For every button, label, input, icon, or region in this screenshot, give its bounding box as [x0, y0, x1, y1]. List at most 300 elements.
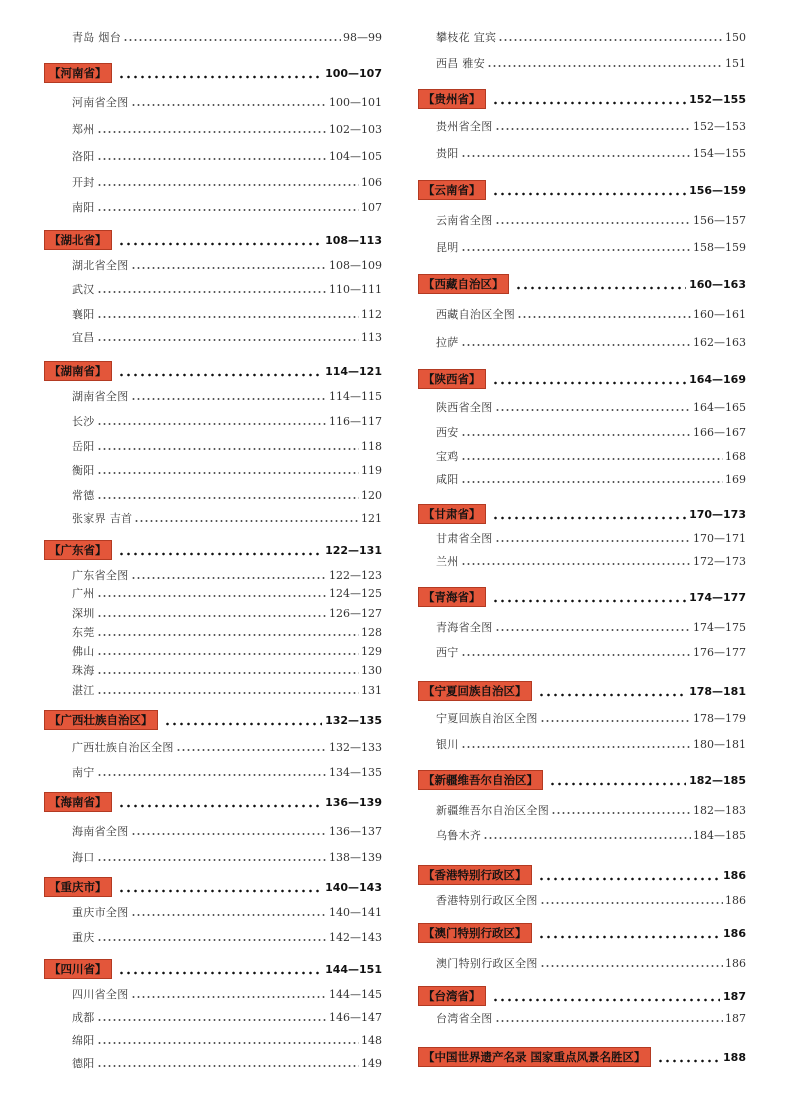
entry-title: 岳阳 [72, 440, 95, 453]
section-title: 【新疆维吾尔自治区】 [418, 770, 543, 790]
section-title: 【西藏自治区】 [418, 274, 509, 294]
entry-title: 西藏自治区全图 [436, 308, 516, 321]
dot-leader [657, 1055, 721, 1063]
toc-entry [44, 645, 382, 659]
dot-leader [118, 967, 323, 975]
page-number: 130 [361, 664, 382, 677]
toc-entry [44, 741, 382, 755]
entry-title: 乌鲁木齐 [436, 829, 482, 842]
dot-leader [492, 377, 687, 385]
toc-section [418, 770, 746, 790]
toc-entry [44, 123, 382, 137]
toc-section [418, 865, 746, 885]
toc-entry [44, 464, 382, 478]
page-number: 107 [361, 201, 382, 214]
page-number: 152—155 [689, 93, 746, 106]
dot-leader [492, 994, 721, 1002]
toc-entry [418, 621, 746, 635]
dot-leader [97, 179, 359, 187]
toc-entry [44, 31, 382, 45]
entry-title: 青海省全图 [436, 621, 493, 634]
page-number: 150 [725, 31, 746, 44]
entry-title: 海南省全图 [72, 825, 129, 838]
page-number: 187 [725, 1012, 746, 1025]
toc-entry [44, 390, 382, 404]
dot-leader [131, 991, 328, 999]
toc-entry [44, 664, 382, 678]
dot-leader [517, 311, 691, 319]
dot-leader [540, 960, 723, 968]
page-number: 176—177 [693, 646, 746, 659]
page-number: 158—159 [693, 241, 746, 254]
toc-entry [418, 829, 746, 843]
page-number: 110—111 [329, 283, 382, 296]
entry-title: 贵州省全图 [436, 120, 493, 133]
entry-title: 攀枝花 宜宾 [436, 31, 497, 44]
toc-section [418, 89, 746, 109]
toc-entry [44, 96, 382, 110]
dot-leader [118, 238, 323, 246]
page-number: 178—181 [689, 685, 746, 698]
dot-leader [97, 126, 327, 134]
entry-title: 武汉 [72, 283, 95, 296]
page-number: 186 [723, 869, 746, 882]
toc-entry [418, 532, 746, 546]
page-number: 160—163 [689, 278, 746, 291]
toc-section [418, 587, 746, 607]
dot-leader [498, 34, 723, 42]
dot-leader [118, 369, 323, 377]
page-number: 132—133 [329, 741, 382, 754]
toc-entry [44, 988, 382, 1002]
dot-leader [97, 492, 359, 500]
page-number: 182—185 [689, 774, 746, 787]
page-number: 169 [725, 473, 746, 486]
toc-entry [418, 804, 746, 818]
entry-title: 长沙 [72, 415, 95, 428]
dot-leader [97, 934, 327, 942]
page-number: 113 [361, 331, 382, 344]
dot-leader [461, 453, 723, 461]
entry-title: 贵阳 [436, 147, 459, 160]
section-title: 【广东省】 [44, 540, 112, 560]
dot-leader [118, 885, 323, 893]
toc-entry [418, 308, 746, 322]
dot-leader [515, 282, 687, 290]
entry-title: 成都 [72, 1011, 95, 1024]
page-number: 138—139 [329, 851, 382, 864]
toc-entry [44, 512, 382, 526]
toc-section [44, 361, 382, 381]
dot-leader [131, 99, 328, 107]
page-number: 144—145 [329, 988, 382, 1001]
entry-title: 重庆市全图 [72, 906, 129, 919]
dot-leader [487, 60, 723, 68]
page-number: 164—169 [689, 373, 746, 386]
page-number: 140—143 [325, 881, 382, 894]
toc-section [44, 63, 382, 83]
dot-leader [461, 244, 691, 252]
page-number: 106 [361, 176, 382, 189]
page-number: 178—179 [693, 712, 746, 725]
toc-entry [44, 440, 382, 454]
toc-entry [418, 555, 746, 569]
dot-leader [97, 443, 359, 451]
page-number: 166—167 [693, 426, 746, 439]
dot-leader [495, 1015, 724, 1023]
dot-leader [492, 595, 687, 603]
toc-entry [44, 1011, 382, 1025]
entry-title: 陕西省全图 [436, 401, 493, 414]
dot-leader [131, 262, 328, 270]
page-number: 146—147 [329, 1011, 382, 1024]
toc-entry [44, 1057, 382, 1071]
page-number: 128 [361, 626, 382, 639]
page-number: 98—99 [343, 31, 382, 44]
dot-leader [495, 123, 692, 131]
section-title: 【中国世界遗产名录 国家重点风景名胜区】 [418, 1047, 651, 1067]
entry-title: 昆明 [436, 241, 459, 254]
toc-section [418, 369, 746, 389]
toc-entry [44, 259, 382, 273]
entry-title: 广州 [72, 587, 95, 600]
dot-leader [540, 897, 723, 905]
page-number: 152—153 [693, 120, 746, 133]
toc-section [44, 230, 382, 250]
toc-entry [44, 626, 382, 640]
toc-entry [418, 894, 746, 908]
toc-section [418, 504, 746, 524]
dot-leader [134, 515, 359, 523]
toc-entry [44, 308, 382, 322]
page-number: 136—139 [325, 796, 382, 809]
entry-title: 深圳 [72, 607, 95, 620]
page-number: 148 [361, 1034, 382, 1047]
toc-entry [418, 57, 746, 71]
entry-title: 湛江 [72, 684, 95, 697]
dot-leader [540, 715, 691, 723]
page-number: 154—155 [693, 147, 746, 160]
dot-leader [97, 467, 359, 475]
page-number: 188 [723, 1051, 746, 1064]
page-number: 170—171 [693, 532, 746, 545]
dot-leader [97, 854, 327, 862]
page-number: 174—177 [689, 591, 746, 604]
dot-leader [97, 1037, 359, 1045]
toc-section [418, 923, 746, 943]
section-title: 【陕西省】 [418, 369, 486, 389]
page-number: 134—135 [329, 766, 382, 779]
toc-entry [418, 738, 746, 752]
page-number: 108—109 [329, 259, 382, 272]
page-number: 184—185 [693, 829, 746, 842]
page-number: 149 [361, 1057, 382, 1070]
entry-title: 台湾省全图 [436, 1012, 493, 1025]
section-title: 【青海省】 [418, 587, 486, 607]
dot-leader [97, 153, 327, 161]
entry-title: 云南省全图 [436, 214, 493, 227]
section-title: 【广西壮族自治区】 [44, 710, 158, 730]
dot-leader [461, 476, 723, 484]
entry-title: 兰州 [436, 555, 459, 568]
section-title: 【澳门特别行政区】 [418, 923, 532, 943]
dot-leader [461, 741, 691, 749]
dot-leader [97, 667, 359, 675]
page-number: 168 [725, 450, 746, 463]
entry-title: 宜昌 [72, 331, 95, 344]
section-title: 【四川省】 [44, 959, 112, 979]
toc-entry [418, 241, 746, 255]
dot-leader [492, 188, 687, 196]
entry-title: 南阳 [72, 201, 95, 214]
dot-leader [461, 339, 691, 347]
toc-entry [44, 415, 382, 429]
dot-leader [538, 873, 721, 881]
dot-leader [97, 204, 359, 212]
toc-entry [44, 587, 382, 601]
entry-title: 洛阳 [72, 150, 95, 163]
toc-section [44, 792, 382, 812]
page-number: 116—117 [329, 415, 382, 428]
entry-title: 广东省全图 [72, 569, 129, 582]
page-number: 104—105 [329, 150, 382, 163]
entry-title: 西安 [436, 426, 459, 439]
section-title: 【湖北省】 [44, 230, 112, 250]
dot-leader [483, 832, 691, 840]
toc-entry [44, 176, 382, 190]
toc-section [418, 1047, 746, 1067]
section-title: 【贵州省】 [418, 89, 486, 109]
toc-section [418, 681, 746, 701]
dot-leader [538, 931, 721, 939]
dot-leader [538, 689, 687, 697]
toc-section [44, 540, 382, 560]
entry-title: 新疆维吾尔自治区全图 [436, 804, 549, 817]
dot-leader [461, 150, 691, 158]
page-number: 156—159 [689, 184, 746, 197]
section-title: 【台湾省】 [418, 986, 486, 1006]
dot-leader [97, 629, 359, 637]
dot-leader [495, 535, 692, 543]
page-number: 112 [361, 308, 382, 321]
entry-title: 河南省全图 [72, 96, 129, 109]
dot-leader [549, 778, 686, 786]
toc-entry [418, 31, 746, 45]
dot-leader [492, 512, 687, 520]
page-number: 182—183 [693, 804, 746, 817]
entry-title: 香港特别行政区全图 [436, 894, 538, 907]
page-number: 114—115 [329, 390, 382, 403]
dot-leader [176, 744, 327, 752]
dot-leader [495, 624, 692, 632]
page-number: 156—157 [693, 214, 746, 227]
dot-leader [461, 429, 691, 437]
section-title: 【香港特别行政区】 [418, 865, 532, 885]
entry-title: 四川省全图 [72, 988, 129, 1001]
page-number: 142—143 [329, 931, 382, 944]
toc-entry [44, 766, 382, 780]
entry-title: 甘肃省全图 [436, 532, 493, 545]
toc-entry [418, 401, 746, 415]
page-number: 122—131 [325, 544, 382, 557]
page-number: 180—181 [693, 738, 746, 751]
toc-entry [418, 473, 746, 487]
entry-title: 澳门特别行政区全图 [436, 957, 538, 970]
entry-title: 海口 [72, 851, 95, 864]
page-number: 122—123 [329, 569, 382, 582]
section-title: 【河南省】 [44, 63, 112, 83]
page-number: 129 [361, 645, 382, 658]
page-number: 186 [725, 957, 746, 970]
section-title: 【宁夏回族自治区】 [418, 681, 532, 701]
entry-title: 常德 [72, 489, 95, 502]
toc-entry [44, 569, 382, 583]
page-number: 136—137 [329, 825, 382, 838]
toc-section [418, 274, 746, 294]
section-title: 【重庆市】 [44, 877, 112, 897]
page-number: 124—125 [329, 587, 382, 600]
dot-leader [461, 649, 691, 657]
toc-entry [44, 607, 382, 621]
toc-entry [418, 214, 746, 228]
dot-leader [97, 286, 327, 294]
page-number: 102—103 [329, 123, 382, 136]
dot-leader [131, 828, 328, 836]
toc-entry [44, 906, 382, 920]
dot-leader [97, 418, 327, 426]
toc-entry [418, 712, 746, 726]
entry-title: 德阳 [72, 1057, 95, 1070]
page-number: 172—173 [693, 555, 746, 568]
toc-entry [418, 336, 746, 350]
page-number: 100—101 [329, 96, 382, 109]
entry-title: 珠海 [72, 664, 95, 677]
toc-entry [44, 851, 382, 865]
page-number: 164—165 [693, 401, 746, 414]
page-number: 187 [723, 990, 746, 1003]
dot-leader [495, 217, 692, 225]
dot-leader [97, 590, 327, 598]
page-number: 162—163 [693, 336, 746, 349]
toc-entry [418, 426, 746, 440]
toc-entry [44, 331, 382, 345]
page-number: 186 [723, 927, 746, 940]
page-number: 144—151 [325, 963, 382, 976]
dot-leader [97, 311, 359, 319]
toc-entry [44, 825, 382, 839]
entry-title: 银川 [436, 738, 459, 751]
page-number: 132—135 [325, 714, 382, 727]
toc-section [418, 986, 746, 1006]
entry-title: 咸阳 [436, 473, 459, 486]
page-number: 120 [361, 489, 382, 502]
section-title: 【海南省】 [44, 792, 112, 812]
entry-title: 宁夏回族自治区全图 [436, 712, 538, 725]
dot-leader [164, 718, 323, 726]
dot-leader [123, 34, 341, 42]
entry-title: 湖南省全图 [72, 390, 129, 403]
page-number: 170—173 [689, 508, 746, 521]
dot-leader [461, 558, 691, 566]
entry-title: 南宁 [72, 766, 95, 779]
page-number: 100—107 [325, 67, 382, 80]
section-title: 【甘肃省】 [418, 504, 486, 524]
page-number: 140—141 [329, 906, 382, 919]
toc-entry [418, 147, 746, 161]
page-number: 131 [361, 684, 382, 697]
section-title: 【湖南省】 [44, 361, 112, 381]
dot-leader [97, 334, 359, 342]
page-number: 151 [725, 57, 746, 70]
dot-leader [495, 404, 692, 412]
dot-leader [131, 909, 328, 917]
toc-entry [44, 1034, 382, 1048]
dot-leader [118, 800, 323, 808]
entry-title: 张家界 吉首 [72, 512, 133, 525]
entry-title: 重庆 [72, 931, 95, 944]
page-number: 160—161 [693, 308, 746, 321]
entry-title: 广西壮族自治区全图 [72, 741, 174, 754]
page-number: 174—175 [693, 621, 746, 634]
dot-leader [492, 97, 687, 105]
toc-entry [418, 450, 746, 464]
toc-section [44, 959, 382, 979]
entry-title: 佛山 [72, 645, 95, 658]
dot-leader [97, 1060, 359, 1068]
entry-title: 绵阳 [72, 1034, 95, 1047]
page-number: 108—113 [325, 234, 382, 247]
toc-entry [418, 646, 746, 660]
dot-leader [118, 548, 323, 556]
entry-title: 襄阳 [72, 308, 95, 321]
dot-leader [118, 71, 323, 79]
toc-section [44, 877, 382, 897]
dot-leader [131, 572, 328, 580]
dot-leader [97, 687, 359, 695]
entry-title: 衡阳 [72, 464, 95, 477]
entry-title: 宝鸡 [436, 450, 459, 463]
toc-entry [44, 489, 382, 503]
dot-leader [97, 769, 327, 777]
dot-leader [97, 648, 359, 656]
dot-leader [131, 393, 328, 401]
toc-section [44, 710, 382, 730]
toc-section [418, 180, 746, 200]
page-number: 121 [361, 512, 382, 525]
toc-entry [418, 1012, 746, 1026]
dot-leader [551, 807, 691, 815]
toc-entry [44, 201, 382, 215]
toc-entry [418, 120, 746, 134]
page-number: 186 [725, 894, 746, 907]
entry-title: 西宁 [436, 646, 459, 659]
page-number: 114—121 [325, 365, 382, 378]
entry-title: 东莞 [72, 626, 95, 639]
dot-leader [97, 610, 327, 618]
page-number: 126—127 [329, 607, 382, 620]
section-title: 【云南省】 [418, 180, 486, 200]
entry-title: 青岛 烟台 [72, 31, 121, 44]
entry-title: 拉萨 [436, 336, 459, 349]
entry-title: 湖北省全图 [72, 259, 129, 272]
toc-entry [44, 150, 382, 164]
toc-entry [44, 283, 382, 297]
toc-entry [44, 931, 382, 945]
entry-title: 西昌 雅安 [436, 57, 485, 70]
page-number: 119 [361, 464, 382, 477]
page-number: 118 [361, 440, 382, 453]
toc-entry [44, 684, 382, 698]
